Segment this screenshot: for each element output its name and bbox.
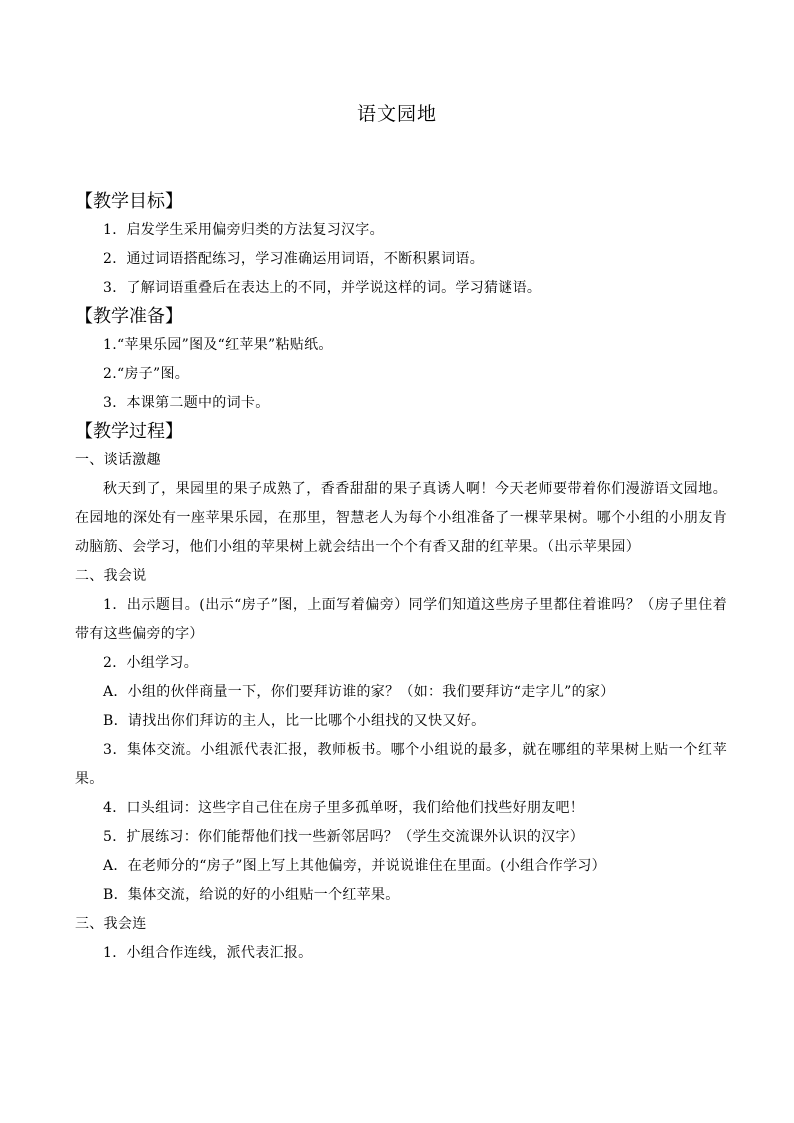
part3-item-1: 1．小组合作连线，派代表汇报。 (103, 945, 313, 961)
part2-heading: 二、我会说 (75, 568, 147, 584)
part1-body: 秋天到了，果园里的果子成熟了，香香甜甜的果子真诱人啊！今天老师要带着你们漫游语文园地。在园地的深处有一座苹果乐园，在那里，智慧老人为每个小组准备了一棵苹果树。哪个小组的小朋友肯动脑筋、会学习，他们小组的苹果树上就会结出一个个有香又甜的红苹果。（出示苹果园） (75, 481, 727, 555)
goal-item-2: 2．通过词语搭配练习，学习准确运用词语，不断积累词语。 (103, 251, 485, 267)
goal-item-1: 1．启发学生采用偏旁归类的方法复习汉字。 (103, 222, 384, 238)
document-body (75, 188, 727, 968)
prep-heading: 【教学准备】 (75, 306, 183, 327)
part2-item-1: 1．出示题目。(出示“房子”图，上面写着偏旁）同学们知道这些房子里都住着谁吗？（房子里住着带有这些偏旁的字） (75, 597, 727, 642)
part3-heading: 三、我会连 (75, 916, 147, 932)
part2-item-9: B．集体交流，给说的好的小组贴一个红苹果。 (103, 887, 400, 903)
part2-item-7: 5．扩展练习：你们能帮他们找一些新邻居吗？（学生交流课外认识的汉字） (103, 829, 585, 845)
part2-item-2: 2．小组学习。 (103, 655, 199, 671)
part2-item-8: A．在老师分的“房子”图上写上其他偏旁，并说说谁住在里面。(小组合作学习） (103, 858, 606, 874)
part2-item-5: 3．集体交流。小组派代表汇报，教师板书。哪个小组说的最多，就在哪组的苹果树上贴一个红苹果。 (75, 742, 727, 787)
goal-item-3: 3．了解词语重叠后在表达上的不同，并学说这样的词。学习猜谜语。 (103, 280, 542, 296)
document-title: 语文园地 (356, 103, 437, 125)
part2-item-6: 4．口头组词：这些字自己住在房子里多孤单呀，我们给他们找些好朋友吧！ (103, 800, 585, 816)
prep-item-3: 3．本课第二题中的词卡。 (103, 395, 270, 411)
part1-heading: 一、谈话激趣 (75, 452, 161, 468)
prep-item-1: 1.“苹果乐园”图及“红苹果”粘贴纸。 (103, 337, 333, 353)
goals-heading: 【教学目标】 (75, 191, 183, 212)
process-heading: 【教学过程】 (75, 421, 183, 442)
part2-item-3: A．小组的伙伴商量一下，你们要拜访谁的家？（如：我们要拜访“走字儿”的家） (103, 684, 615, 700)
prep-item-2: 2.“房子”图。 (103, 366, 190, 382)
part2-item-4: B．请找出你们拜访的主人，比一比哪个小组找的又快又好。 (103, 713, 486, 729)
